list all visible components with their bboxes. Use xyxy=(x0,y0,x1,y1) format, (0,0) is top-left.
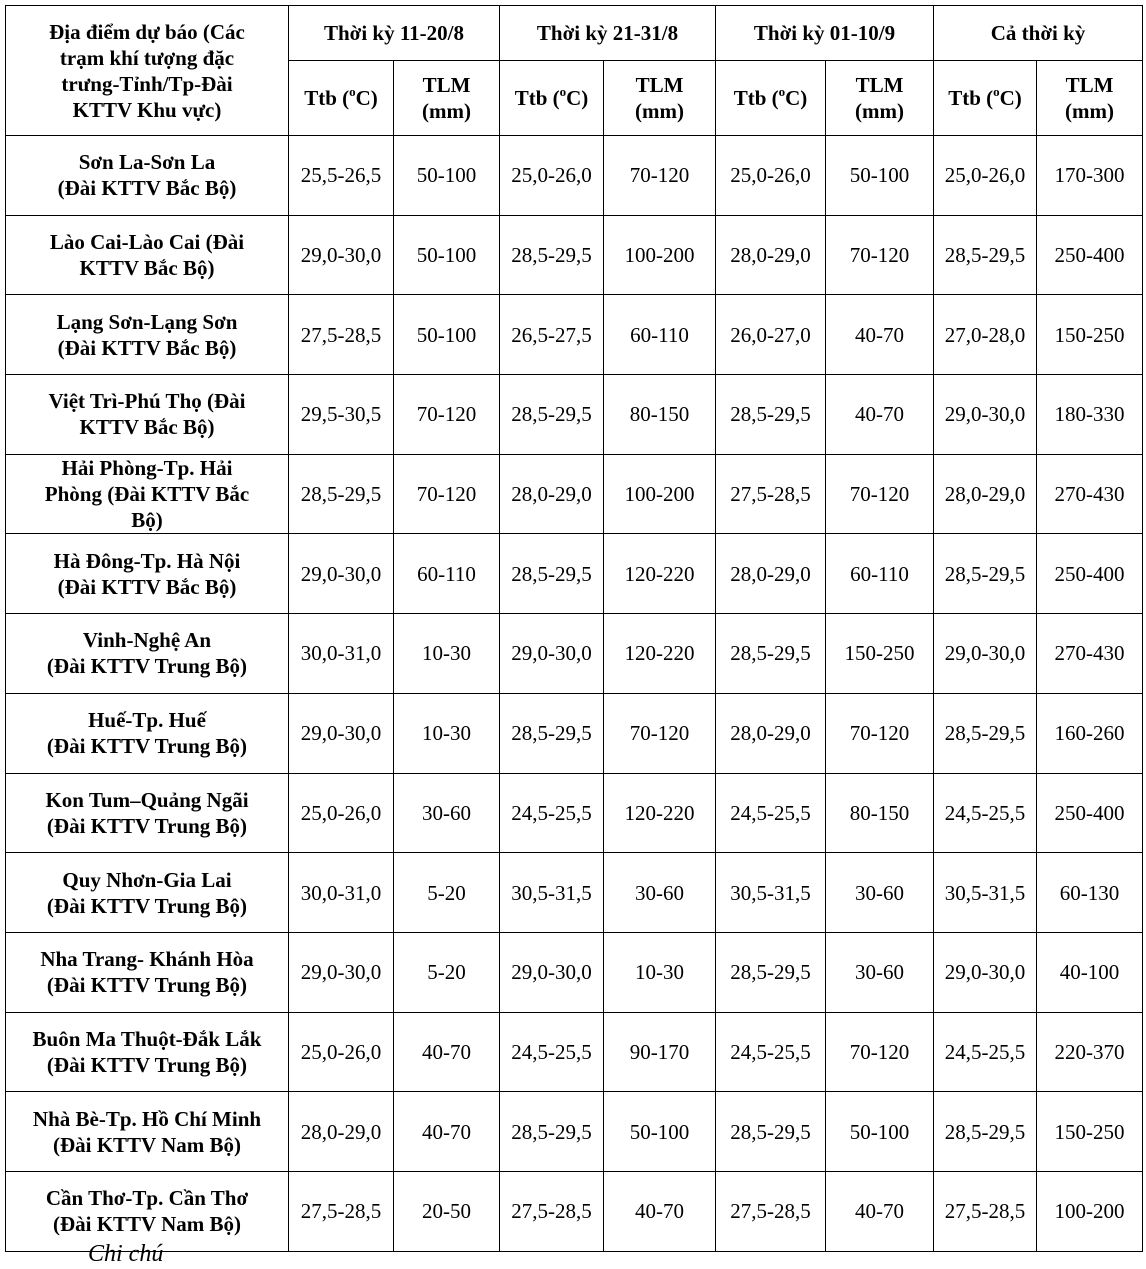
location-line: Nhà Bè-Tp. Hồ Chí Minh xyxy=(32,1106,262,1131)
table-row xyxy=(6,534,1143,614)
rainfall-cell: 50-100 xyxy=(394,136,500,216)
location-line: (Đài KTTV Nam Bộ) xyxy=(52,1132,242,1157)
temperature-cell: 28,5-29,5 xyxy=(934,215,1037,295)
temperature-cell: 24,5-25,5 xyxy=(934,773,1037,853)
rainfall-cell: 40-70 xyxy=(394,1012,500,1092)
table-row xyxy=(6,853,1143,933)
rainfall-cell: 80-150 xyxy=(604,375,716,455)
location-line: (Đài KTTV Trung Bộ) xyxy=(46,654,248,679)
location-line: (Đài KTTV Trung Bộ) xyxy=(46,734,248,759)
rainfall-cell: 220-370 xyxy=(1037,1012,1143,1092)
temperature-cell: 25,0-26,0 xyxy=(289,1012,394,1092)
rainfall-cell: 30-60 xyxy=(604,853,716,933)
rainfall-cell: 250-400 xyxy=(1037,215,1143,295)
temperature-cell: 27,5-28,5 xyxy=(934,1171,1037,1251)
temperature-cell: 29,0-30,0 xyxy=(500,614,604,694)
location-cell xyxy=(6,375,289,455)
temperature-cell: 30,5-31,5 xyxy=(716,853,826,933)
temperature-cell: 30,5-31,5 xyxy=(500,853,604,933)
rainfall-cell: 270-430 xyxy=(1037,614,1143,694)
location-line: (Đài KTTV Nam Bộ) xyxy=(52,1212,242,1237)
temperature-cell: 27,5-28,5 xyxy=(716,1171,826,1251)
temperature-cell: 26,5-27,5 xyxy=(500,295,604,375)
table-row xyxy=(6,215,1143,295)
rainfall-cell: 30-60 xyxy=(826,932,934,1012)
location-cell xyxy=(6,932,289,1012)
rainfall-cell: 100-200 xyxy=(604,454,716,534)
rainfall-cell: 70-120 xyxy=(394,454,500,534)
table-row xyxy=(6,295,1143,375)
temperature-cell: 29,0-30,0 xyxy=(289,932,394,1012)
period-header-total: Cả thời kỳ xyxy=(934,6,1143,61)
location-line: Sơn La-Sơn La xyxy=(78,150,216,175)
temperature-cell: 25,0-26,0 xyxy=(500,136,604,216)
header-row-periods xyxy=(6,6,1143,61)
location-line: (Đài KTTV Trung Bộ) xyxy=(46,813,248,838)
rainfall-cell: 180-330 xyxy=(1037,375,1143,455)
temperature-cell: 24,5-25,5 xyxy=(500,773,604,853)
rainfall-cell: 30-60 xyxy=(826,853,934,933)
temperature-cell: 27,0-28,0 xyxy=(934,295,1037,375)
location-cell xyxy=(6,534,289,614)
rainfall-cell: 40-70 xyxy=(394,1092,500,1172)
location-line: Cần Thơ-Tp. Cần Thơ xyxy=(45,1186,249,1211)
rainfall-cell: 40-100 xyxy=(1037,932,1143,1012)
rainfall-cell: 150-250 xyxy=(1037,295,1143,375)
temperature-cell: 28,0-29,0 xyxy=(934,454,1037,534)
rainfall-cell: 30-60 xyxy=(394,773,500,853)
location-line: (Đài KTTV Trung Bộ) xyxy=(46,893,248,918)
location-line: Quy Nhơn-Gia Lai xyxy=(62,867,232,892)
rainfall-cell: 150-250 xyxy=(1037,1092,1143,1172)
location-line: Huế-Tp. Huế xyxy=(88,708,206,733)
ttb-header: Ttb ($^o$C) xyxy=(716,61,826,136)
rainfall-cell: 120-220 xyxy=(604,534,716,614)
rainfall-cell: 5-20 xyxy=(394,932,500,1012)
rainfall-cell: 50-100 xyxy=(826,1092,934,1172)
temperature-cell: 29,0-30,0 xyxy=(934,614,1037,694)
period-header-1: Thời kỳ 11-20/8 xyxy=(289,6,500,61)
temperature-cell: 30,5-31,5 xyxy=(934,853,1037,933)
temperature-cell: 24,5-25,5 xyxy=(716,773,826,853)
temperature-cell: 28,5-29,5 xyxy=(716,1092,826,1172)
ttb-header: Ttb ($^o$C) xyxy=(289,61,394,136)
temperature-cell: 28,0-29,0 xyxy=(500,454,604,534)
temperature-cell: 27,5-28,5 xyxy=(500,1171,604,1251)
temperature-cell: 27,5-28,5 xyxy=(289,295,394,375)
rainfall-cell: 60-110 xyxy=(394,534,500,614)
table-row xyxy=(6,375,1143,455)
rainfall-cell: 40-70 xyxy=(826,375,934,455)
rainfall-cell: 70-120 xyxy=(826,693,934,773)
rainfall-cell: 60-110 xyxy=(826,534,934,614)
location-line: KTTV Bắc Bộ) xyxy=(79,256,215,281)
rainfall-cell: 90-170 xyxy=(604,1012,716,1092)
temperature-cell: 29,0-30,0 xyxy=(934,375,1037,455)
temperature-cell: 30,0-31,0 xyxy=(289,614,394,694)
rainfall-cell: 150-250 xyxy=(826,614,934,694)
location-cell xyxy=(6,853,289,933)
location-line: Kon Tum–Quảng Ngãi xyxy=(45,787,249,812)
location-line: KTTV Bắc Bộ) xyxy=(79,415,215,440)
rainfall-cell: 270-430 xyxy=(1037,454,1143,534)
forecast-table xyxy=(5,5,1143,1252)
location-line: (Đài KTTV Trung Bộ) xyxy=(46,1052,248,1077)
location-line: Việt Trì-Phú Thọ (Đài xyxy=(48,389,246,414)
period-header-3: Thời kỳ 01-10/9 xyxy=(716,6,934,61)
temperature-cell: 28,5-29,5 xyxy=(934,534,1037,614)
rainfall-cell: 70-120 xyxy=(604,693,716,773)
tlm-header: TLM (mm) xyxy=(1037,61,1143,136)
temperature-cell: 26,0-27,0 xyxy=(716,295,826,375)
location-line: Vinh-Nghệ An xyxy=(82,628,212,653)
table-row xyxy=(6,614,1143,694)
location-cell xyxy=(6,1092,289,1172)
location-header-line: Địa điểm dự báo (Các xyxy=(49,19,245,44)
table-row xyxy=(6,454,1143,534)
rainfall-cell: 10-30 xyxy=(394,614,500,694)
rainfall-cell: 60-110 xyxy=(604,295,716,375)
tlm-header: TLM (mm) xyxy=(394,61,500,136)
temperature-cell: 28,0-29,0 xyxy=(716,534,826,614)
location-line: Buôn Ma Thuột-Đắk Lắk xyxy=(32,1026,262,1051)
location-cell xyxy=(6,614,289,694)
location-cell xyxy=(6,773,289,853)
temperature-cell: 29,0-30,0 xyxy=(289,215,394,295)
table-row xyxy=(6,773,1143,853)
location-line: Phòng (Đài KTTV Bắc xyxy=(44,482,250,507)
temperature-cell: 28,5-29,5 xyxy=(500,534,604,614)
location-cell xyxy=(6,136,289,216)
rainfall-cell: 120-220 xyxy=(604,614,716,694)
location-header-line: trưng-Tỉnh/Tp-Đài xyxy=(61,71,233,96)
rainfall-cell: 40-70 xyxy=(604,1171,716,1251)
location-line: Hải Phòng-Tp. Hải xyxy=(61,456,233,481)
location-header-line: trạm khí tượng đặc xyxy=(59,45,235,70)
table-row xyxy=(6,136,1143,216)
rainfall-cell: 10-30 xyxy=(394,693,500,773)
rainfall-cell: 70-120 xyxy=(394,375,500,455)
table-header xyxy=(6,6,1143,136)
location-header xyxy=(6,6,289,136)
temperature-cell: 28,5-29,5 xyxy=(500,1092,604,1172)
location-line: (Đài KTTV Trung Bộ) xyxy=(46,973,248,998)
temperature-cell: 28,5-29,5 xyxy=(500,215,604,295)
rainfall-cell: 70-120 xyxy=(826,454,934,534)
rainfall-cell: 60-130 xyxy=(1037,853,1143,933)
temperature-cell: 29,0-30,0 xyxy=(500,932,604,1012)
rainfall-cell: 50-100 xyxy=(826,136,934,216)
location-cell xyxy=(6,215,289,295)
footnote: Chi chú xyxy=(88,1241,164,1267)
rainfall-cell: 70-120 xyxy=(604,136,716,216)
rainfall-cell: 250-400 xyxy=(1037,534,1143,614)
location-header-line: KTTV Khu vực) xyxy=(72,97,222,122)
temperature-cell: 24,5-25,5 xyxy=(500,1012,604,1092)
location-line: Hà Đông-Tp. Hà Nội xyxy=(53,548,241,573)
temperature-cell: 28,0-29,0 xyxy=(716,693,826,773)
table-body xyxy=(6,136,1143,1252)
tlm-header: TLM (mm) xyxy=(826,61,934,136)
temperature-cell: 25,0-26,0 xyxy=(289,773,394,853)
temperature-cell: 28,5-29,5 xyxy=(500,375,604,455)
rainfall-cell: 50-100 xyxy=(394,295,500,375)
ttb-header: Ttb ($^o$C) xyxy=(500,61,604,136)
temperature-cell: 28,5-29,5 xyxy=(289,454,394,534)
temperature-cell: 28,5-29,5 xyxy=(934,1092,1037,1172)
temperature-cell: 25,0-26,0 xyxy=(716,136,826,216)
rainfall-cell: 70-120 xyxy=(826,215,934,295)
rainfall-cell: 100-200 xyxy=(1037,1171,1143,1251)
rainfall-cell: 70-120 xyxy=(826,1012,934,1092)
location-line: Lào Cai-Lào Cai (Đài xyxy=(49,230,245,255)
rainfall-cell: 10-30 xyxy=(604,932,716,1012)
temperature-cell: 29,5-30,5 xyxy=(289,375,394,455)
rainfall-cell: 80-150 xyxy=(826,773,934,853)
temperature-cell: 29,0-30,0 xyxy=(289,534,394,614)
rainfall-cell: 50-100 xyxy=(604,1092,716,1172)
temperature-cell: 27,5-28,5 xyxy=(289,1171,394,1251)
rainfall-cell: 250-400 xyxy=(1037,773,1143,853)
temperature-cell: 28,0-29,0 xyxy=(716,215,826,295)
temperature-cell: 30,0-31,0 xyxy=(289,853,394,933)
ttb-header: Ttb ($^o$C) xyxy=(934,61,1037,136)
temperature-cell: 25,5-26,5 xyxy=(289,136,394,216)
rainfall-cell: 170-300 xyxy=(1037,136,1143,216)
temperature-cell: 28,0-29,0 xyxy=(289,1092,394,1172)
table-row xyxy=(6,932,1143,1012)
temperature-cell: 28,5-29,5 xyxy=(716,614,826,694)
table-row xyxy=(6,1092,1143,1172)
temperature-cell: 24,5-25,5 xyxy=(934,1012,1037,1092)
tlm-header: TLM (mm) xyxy=(604,61,716,136)
temperature-cell: 28,5-29,5 xyxy=(934,693,1037,773)
rainfall-cell: 40-70 xyxy=(826,1171,934,1251)
table-row xyxy=(6,693,1143,773)
temperature-cell: 25,0-26,0 xyxy=(934,136,1037,216)
rainfall-cell: 20-50 xyxy=(394,1171,500,1251)
temperature-cell: 29,0-30,0 xyxy=(934,932,1037,1012)
location-line: (Đài KTTV Bắc Bộ) xyxy=(57,574,237,599)
location-cell xyxy=(6,454,289,534)
rainfall-cell: 160-260 xyxy=(1037,693,1143,773)
rainfall-cell: 50-100 xyxy=(394,215,500,295)
temperature-cell: 27,5-28,5 xyxy=(716,454,826,534)
location-line: (Đài KTTV Bắc Bộ) xyxy=(57,335,237,360)
rainfall-cell: 100-200 xyxy=(604,215,716,295)
location-cell xyxy=(6,295,289,375)
location-line: (Đài KTTV Bắc Bộ) xyxy=(57,176,237,201)
period-header-2: Thời kỳ 21-31/8 xyxy=(500,6,716,61)
temperature-cell: 29,0-30,0 xyxy=(289,693,394,773)
rainfall-cell: 120-220 xyxy=(604,773,716,853)
location-line: Bộ) xyxy=(131,508,163,533)
temperature-cell: 28,5-29,5 xyxy=(716,375,826,455)
temperature-cell: 28,5-29,5 xyxy=(500,693,604,773)
location-line: Lạng Sơn-Lạng Sơn xyxy=(56,309,238,334)
table-row xyxy=(6,1171,1143,1251)
rainfall-cell: 5-20 xyxy=(394,853,500,933)
temperature-cell: 24,5-25,5 xyxy=(716,1012,826,1092)
rainfall-cell: 40-70 xyxy=(826,295,934,375)
table-row xyxy=(6,1012,1143,1092)
location-cell xyxy=(6,1012,289,1092)
location-line: Nha Trang- Khánh Hòa xyxy=(40,947,254,972)
temperature-cell: 28,5-29,5 xyxy=(716,932,826,1012)
location-cell xyxy=(6,693,289,773)
